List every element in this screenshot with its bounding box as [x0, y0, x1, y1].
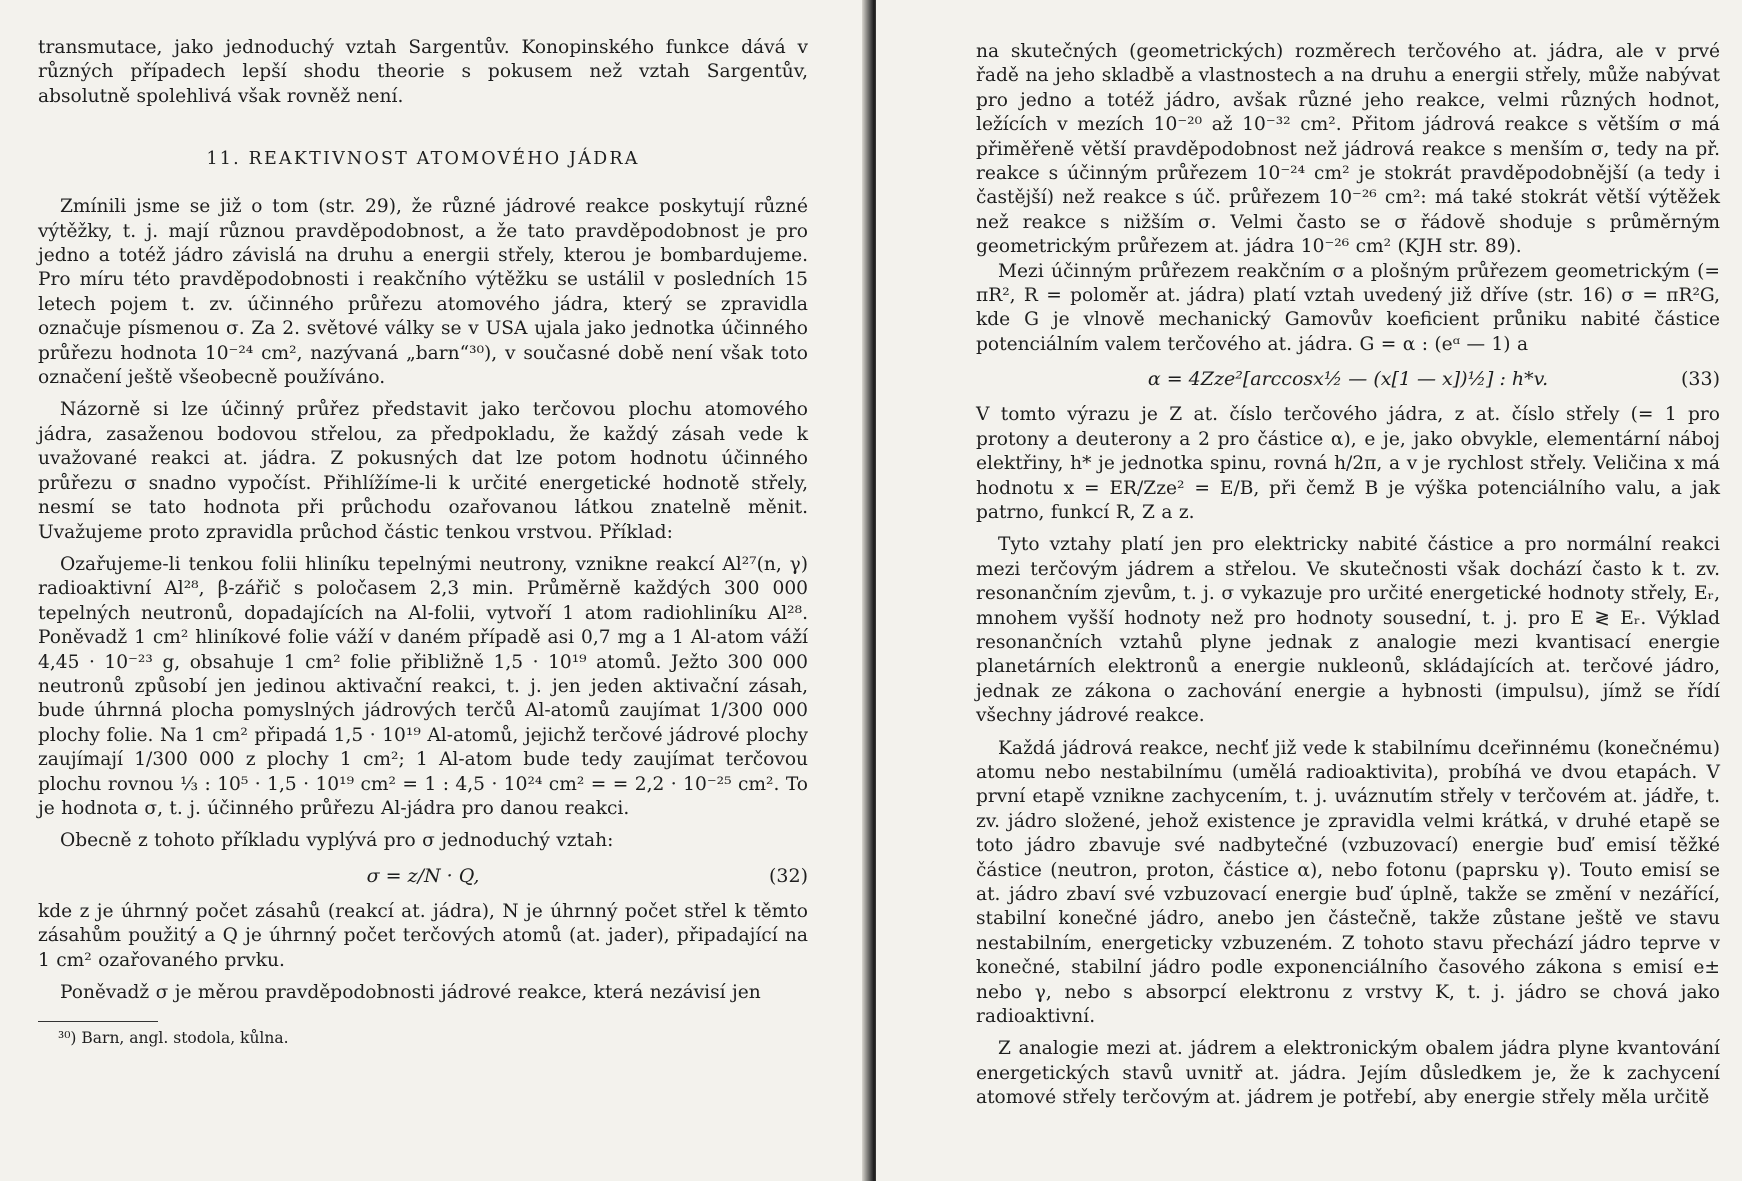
paragraph-continued: na skutečných (geometrických) rozměrech terčového at. jádra, ale v prvé řadě na jeho skladbě a vlastnostech a na druhu a energii střely, může nabývat pro jedno a totéž jádro, avšak různé jeho reakce, velmi různých hodnot, ležících v mezích 10⁻²⁰ až 10⁻³² cm². Přitom jádrová reakce s větším σ má přiměřeně větší pravděpodobnost než jádrová reakce s menším σ, tedy na př. reakce s účinným průřezem 10⁻²⁴ cm² je stokrát pravděpodobnější (a tedy i častější) než reakce s úč. průřezem 10⁻²⁶ cm²: má také stokrát větší výtěžek než reakce s nižším σ. Velmi často se σ řádově shoduje s průměrným geometrickým průřezem at. jádra 10⁻²⁶ cm² (KJH str. 89). — [976, 41, 1720, 258]
paragraph: Každá jádrová reakce, nechť již vede k stabilnímu dceřinnému (konečnému) atomu nebo nestabilnímu (umělá radioaktivita), probíhá ve dvou etapách. V první etapě vznikne zachycením, t. j. uváznutím střely v terčovém at. jádře, t. zv. jádro složené, jehož existence je zpravidla velmi krátká, v druhé etapě se toto jádro zbavuje své nadbytečné (vzbuzovací) energie buď emisí těžké částice (neutron, proton, částice α), nebo fotonu (paprsku γ). Touto emisí se at. jádro zbaví své vzbuzovací energie buď úplně, takže se změní v nezářící, stabilní konečné jádro, anebo jen částečně, takže zůstane ještě ve stavu nestabilním, energeticky vzbuzeném. Z tohoto stavu přechází jádro teprve v konečné, stabilní jádro podle exponenciálního časového zákona s emisí e± nebo γ, nebo s absorpcí elektronu z vrstvy K, t. j. jádro se chová jako radioaktivní. — [976, 737, 1720, 1028]
equation-number: (32) — [768, 864, 808, 887]
paragraph: Ozařujeme-li tenkou folii hliníku tepelnými neutrony, vznikne reakcí Al²⁷(n, γ) radioaktivní Al²⁸, β-zářič s poločasem 2,3 min. Průměrně každých 300 000 tepelných neutronů, dopadajících na Al-folii, vytvoří 1 atom radiohliníku Al²⁸. Poněvadž 1 cm² hliníkové folie váží v daném případě asi 0,7 mg a 1 Al-atom váží 4,45 · 10⁻²³ g, obsahuje 1 cm² folie přibližně 1,5 · 10¹⁹ atomů. Ježto 300 000 neutronů způsobí jen jedinou aktivační reakci, t. j. jen jeden aktivační zásah, bude úhrnná plocha pomyslných jádrových terčů Al-atomů zaujímat 1/300 000 plochy folie. Na 1 cm² připadá 1,5 · 10¹⁹ Al-atomů, jejichž terčové jádrové plochy zaujímají 1/300 000 z plochy 1 cm²; 1 Al-atom bude tedy zaujímat terčovou plochu rovnou ⅓ : 10⁵ · 1,5 · 10¹⁹ cm² = 1 : 4,5 · 10²⁴ cm² = = 2,2 · 10⁻²⁵ cm². To je hodnota σ, t. j. účinného průřezu Al-jádra pro danou reakci. — [38, 553, 808, 819]
paragraph: Názorně si lze účinný průřez představit jako terčovou plochu atomového jádra, zasaženou bodovou střelou, za předpokladu, že každý zásah vede k uvažované reakci at. jádra. Z pokusných dat lze potom hodnotu účinného průřezu σ snadno vypočíst. Přihlížíme-li k určité energetické hodnotě střely, nesmí se tato hodnota při průchodu ozařovanou látkou znatelně měnit. Uvažujeme proto zpravidla průchod částic tenkou vrstvou. Příklad: — [38, 399, 808, 543]
equation-32 — [38, 864, 808, 888]
right-page — [876, 0, 1742, 1181]
paragraph: Zmínili jsme se již o tom (str. 29), že různé jádrové reakce poskytují různé výtěžky, t. j. mají různou pravděpodobnost, a že tato pravděpodobnost je pro jedno a totéž jádro závislá na druhu a energii střely, kterou je bombardujeme. Pro míru této pravděpodobnosti i reakčního výtěžku se ustálil v posledních 15 letech pojem t. zv. účinného průřezu atomového jádra, který se zpravidla označuje písmenou σ. Za 2. světové války se v USA ujala jako jednotka účinného průřezu hodnota 10⁻²⁴ cm², nazývaná „barn“³⁰), v současné době není však toto označení ještě všeobecně používáno. — [38, 196, 808, 389]
paragraph-continued: transmutace, jako jednoduchý vztah Sargentův. Konopinského funkce dává v různých případech lepší shodu theorie s pokusem než vztah Sargentův, absolutně spolehlivá však rovněž není. — [38, 37, 808, 107]
equation-33 — [976, 367, 1720, 391]
section-heading: 11. REAKTIVNOST ATOMOVÉHO JÁDRA — [206, 149, 640, 170]
paragraph: Tyto vztahy platí jen pro elektricky nabité částice a pro normální reakci mezi terčovým jádrem a střelou. Ve skutečnosti však dochází často k t. zv. resonančním zjevům, t. j. σ vykazuje pro určité energetické hodnoty střely, Eᵣ, mnohem vyšší hodnoty než pro hodnoty sousední, t. j. pro E ≷ Eᵣ. Výklad resonančních vztahů plyne jednak z analogie mezi kvantisací energie planetárních elektronů a energie nukleonů, skládajících at. terčové jádro, jednak ze zákona o zachování energie a hybnosti (impulsu), jímž se řídí všechny jádrové reakce. — [976, 534, 1720, 727]
footnote-divider — [38, 1021, 158, 1022]
paragraph: Poněvadž σ je měrou pravděpodobnosti jádrové reakce, která nezávisí jen — [60, 982, 761, 1003]
paragraph: V tomto výrazu je Z at. číslo terčového jádra, z at. číslo střely (= 1 pro protony a deuterony a 2 pro částice α), e je, jako obvykle, elementární náboj elektřiny, h* je jednotka spinu, rovná h/2π, a v je rychlost střely. Veličina x má hodnotu x = ER/Zze² = E/B, při čemž B je výška potenciálního valu, a jak patrno, funkcí R, Z a z. — [976, 404, 1720, 523]
paragraph: Obecně z tohoto příkladu vyplývá pro σ jednoduchý vztah: — [60, 830, 614, 852]
paragraph: Z analogie mezi at. jádrem a elektronickým obalem jádra plyne kvantování energetických stavů uvnitř at. jádra. Jejím důsledkem je, že k zachycení atomové střely terčovým at. jádrem je potřebí, aby energie střely měla určitě — [976, 1038, 1720, 1109]
footnote: ³⁰) Barn, angl. stodola, kůlna. — [58, 1029, 289, 1048]
equation-formula: α = 4Zze²[arccosx½ — (x[1 — x])½] : h*v. — [1147, 368, 1549, 391]
left-page — [0, 0, 868, 1181]
paragraph: kde z je úhrnný počet zásahů (reakcí at. jádra), N je úhrnný počet střel k těmto zásahům použitý a Q je úhrnný počet terčových atomů (at. jader), připadající na 1 cm² ozařovaného prvku. — [38, 900, 808, 971]
paragraph: Mezi účinným průřezem reakčním σ a plošným průřezem geometrickým (= πR², R = poloměr at. jádra) platí vztah uvedený již dříve (str. 16) σ = πR²G, kde G je vlnově mechanický Gamovův koeficient průniku nabité částice potenciálním valem terčového at. jádra. G = α : (eᵅ — 1) a — [976, 260, 1720, 355]
equation-number: (33) — [1680, 368, 1720, 391]
equation-formula: σ = z/N · Q, — [366, 864, 480, 887]
